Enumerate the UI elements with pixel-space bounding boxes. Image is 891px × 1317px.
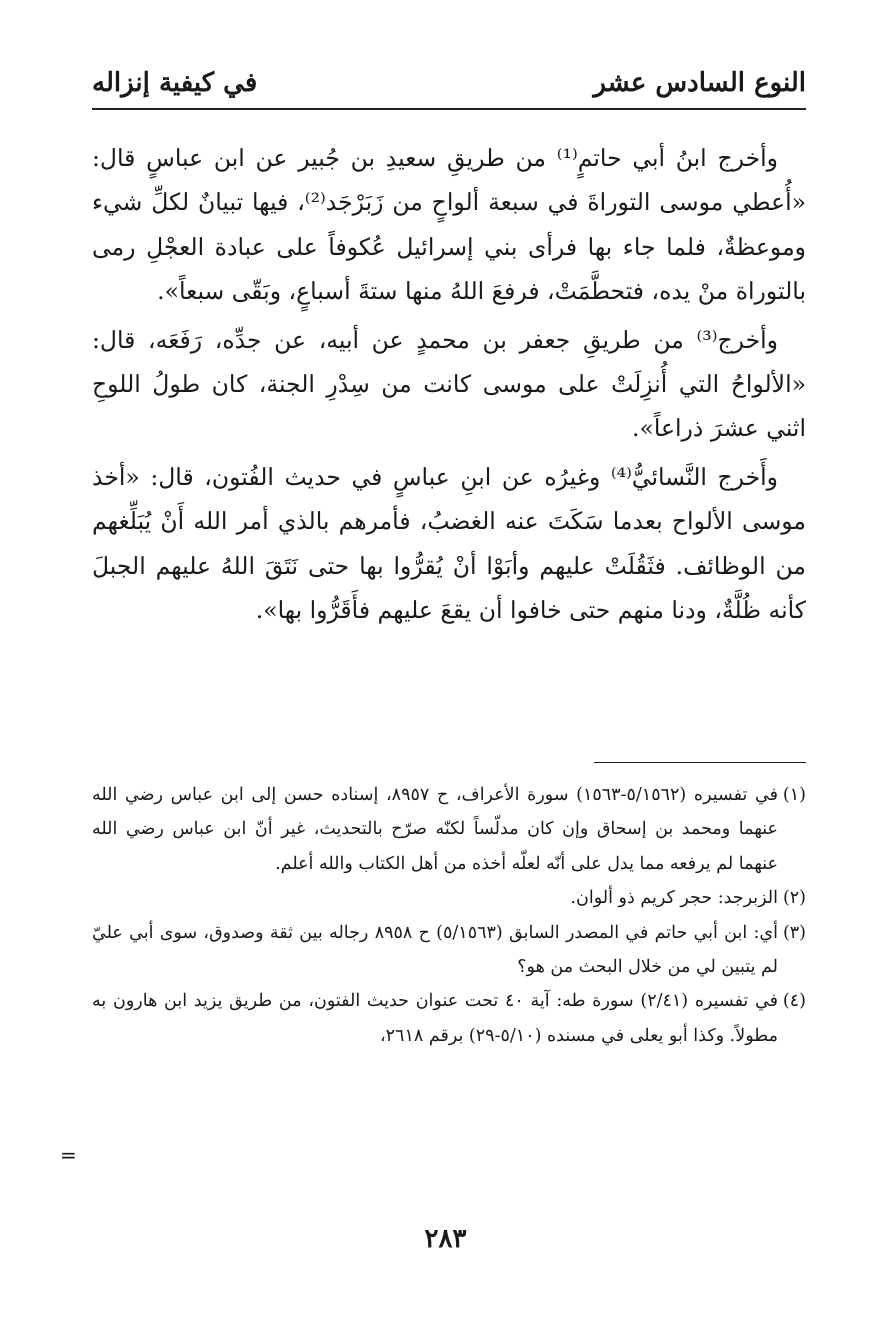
footnote-text: الزبرجد: حجر كريم ذو ألوان. bbox=[570, 888, 778, 909]
chapter-title: النوع السادس عشر bbox=[593, 68, 806, 98]
page-number: ٢٨٣ bbox=[424, 1224, 467, 1254]
footnote bbox=[92, 984, 806, 1053]
footnote bbox=[92, 778, 806, 881]
footnote-number: (١) bbox=[782, 785, 806, 805]
footnote-number: (٣) bbox=[782, 922, 806, 943]
footnote-separator bbox=[594, 762, 806, 763]
paragraph: وأَخرج النَّسائيُّ⁽⁴⁾ وغيرُه عن ابنِ عباسٍ في حديث الفُتون، قال: «أخذ موسى الألواح بعدما سَكَتَ عنه الغضبُ، فأمرهم بالذي أمر الله أَنْ يُبَلِّغهم من الوظائف. فثَقُلَتْ عليهم وأبَوْا أنْ يُقرُّوا بها حتى نَتَقَ اللهُ عليهم الجبلَ كأنه ظُلَّةٌ، ودنا منهم حتى خافوا أن يقعَ عليهم فأَقَرُّوا بها». bbox=[92, 462, 806, 625]
footnote-number: (٢) bbox=[782, 888, 806, 909]
footnote-text: في تفسيره (٢/٤١) سورة طه: آية ٤٠ تحت عنوان حديث الفتون، من طريق يزيد ابن هارون به مطولاً. وكذا أبو يعلى في مسنده (٥/١٠-٢٩) برقم ٢٦١٨، bbox=[92, 991, 778, 1046]
footnote bbox=[92, 916, 806, 985]
section-title: في كيفية إنزاله bbox=[92, 68, 258, 98]
continuation-mark: = bbox=[60, 1143, 77, 1167]
footnote-number: (٤) bbox=[782, 991, 806, 1012]
footnote-text: في تفسيره (٥/١٥٦٢-١٥٦٣) سورة الأعراف، ح ٨٩٥٧، إسناده حسن إلى ابن عباس رضي الله عنهما ومحمد بن إسحاق وإن كان مدلّساً لكنّه صرّح بالتحديث، غير أنّ ابن عباس رضي الله عنهما لم يرفعه مما يدل على أنّه لعلّه أخذه من أهل الكتاب والله أعلم. bbox=[92, 785, 778, 874]
main-text bbox=[92, 136, 806, 632]
footnote bbox=[92, 881, 806, 915]
paragraph: وأخرج⁽³⁾ من طريقِ جعفر بن محمدٍ عن أبيه، عن جدِّه، رَفَعَه، قال: «الألواحُ التي أُنزِلَتْ على موسى كانت من سِدْرِ الجنة، كان طولُ اللوحِ اثني عشرَ ذراعاً». bbox=[92, 325, 806, 443]
header-rule bbox=[92, 108, 806, 110]
paragraph: وأخرج ابنُ أبي حاتمٍ⁽¹⁾ من طريقِ سعيدِ بن جُبير عن ابن عباسٍ قال: «أُعطي موسى التوراةَ في سبعة ألواحٍ من زَبَرْجَد⁽²⁾، فيها تبيانٌ لكلِّ شيء وموعظةٌ، فلما جاء بها فرأى بني إسرائيل عُكوفاً على عبادة العجْلِ رمى بالتوراة منْ يده، فتحطَّمَتْ، فرفعَ اللهُ منها ستةَ أسباعٍ، وبَقّى سبعاً». bbox=[92, 144, 806, 306]
running-header bbox=[92, 62, 806, 106]
footnotes bbox=[92, 778, 806, 1053]
footnote-text: أي: ابن أبي حاتم في المصدر السابق (٥/١٥٦٣) ح ٨٩٥٨ رجاله بين ثقة وصدوق، سوى أبي عليّ لم يتبين لي من خلال البحث من هو؟ bbox=[92, 922, 778, 978]
